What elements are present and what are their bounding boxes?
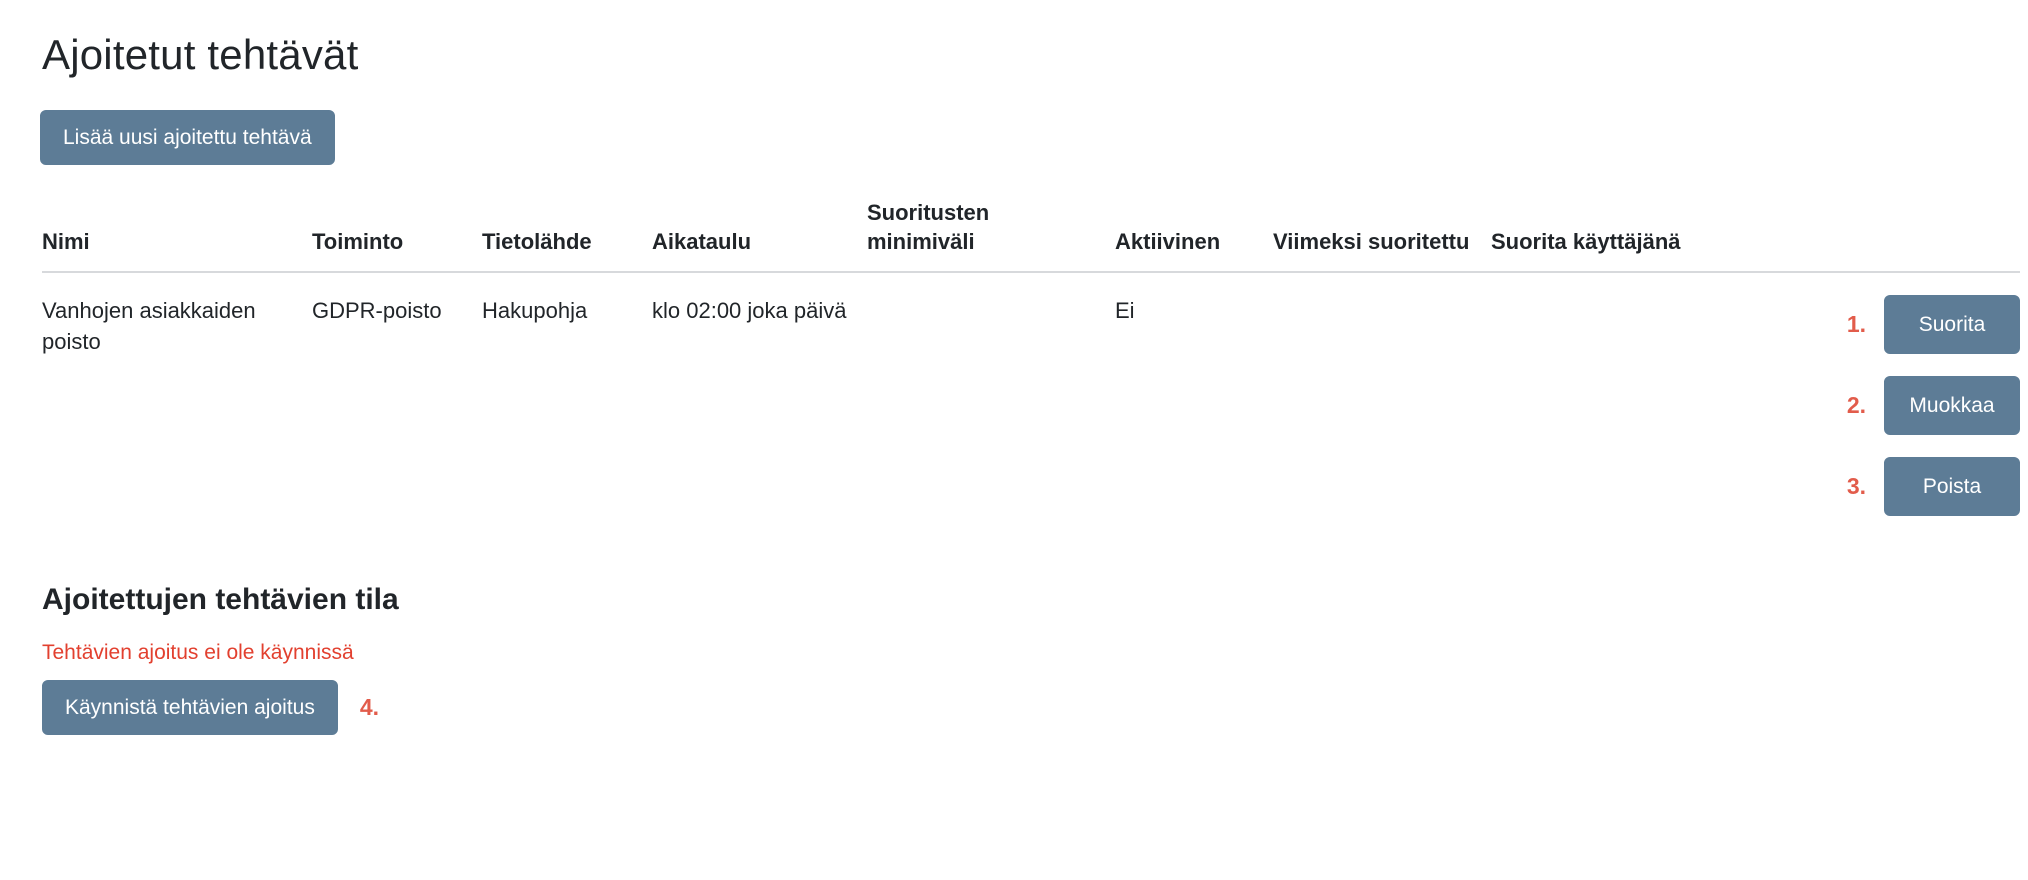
action-row-run (1721, 295, 2020, 354)
table-header-row (42, 199, 2020, 271)
step-number-4: 4. (359, 693, 380, 720)
step-number-3: 3. (1846, 472, 1866, 499)
column-header-suoritusten-minimivali: Suoritusten minimiväli (867, 200, 990, 254)
start-scheduler-row (42, 680, 2028, 735)
cell-aktiivinen: Ei (1115, 297, 1135, 323)
cell-aikataulu: klo 02:00 joka päivä (652, 297, 847, 323)
cell-nimi: Vanhojen asiakkaiden poisto (42, 297, 256, 354)
table-header (42, 199, 2020, 271)
add-scheduled-task-button[interactable]: Lisää uusi ajoitettu tehtävä (40, 110, 335, 165)
column-header-viimeksi-suoritettu: Viimeksi suoritettu (1273, 228, 1470, 254)
run-task-button[interactable]: Suorita (1884, 295, 2020, 354)
cell-toiminto: GDPR-poisto (312, 297, 442, 323)
column-header-toiminto: Toiminto (312, 228, 404, 254)
cell-tietolahde: Hakupohja (482, 297, 588, 323)
cell-viimeksi-suoritettu (1273, 272, 1491, 538)
scheduler-status-message: Tehtävien ajoitus ei ole käynnissä (42, 640, 354, 664)
step-number-2: 2. (1846, 391, 1866, 418)
action-row-edit (1721, 376, 2020, 435)
status-section-title: Ajoitettujen tehtävien tila (42, 582, 399, 616)
cell-actions (1721, 272, 2020, 538)
cell-suorita-kayttajana (1491, 272, 1721, 538)
delete-task-button[interactable]: Poista (1884, 457, 2020, 516)
action-row-delete (1721, 457, 2020, 516)
page-title: Ajoitetut tehtävät (42, 31, 359, 78)
cell-suoritusten-minimivali (867, 272, 1115, 538)
column-header-suorita-kayttajana: Suorita käyttäjänä (1491, 228, 1681, 254)
column-header-aktiivinen: Aktiivinen (1115, 228, 1221, 254)
column-header-actions (1721, 199, 2020, 271)
step-number-1: 1. (1846, 310, 1866, 337)
column-header-nimi: Nimi (42, 228, 90, 254)
column-header-tietolahde: Tietolähde (482, 228, 592, 254)
edit-task-button[interactable]: Muokkaa (1884, 376, 2020, 435)
table-row (42, 272, 2020, 538)
table-body (42, 272, 2020, 538)
column-header-aikataulu: Aikataulu (652, 228, 752, 254)
start-scheduler-button[interactable]: Käynnistä tehtävien ajoitus (42, 680, 338, 735)
scheduled-tasks-table (42, 199, 2020, 537)
